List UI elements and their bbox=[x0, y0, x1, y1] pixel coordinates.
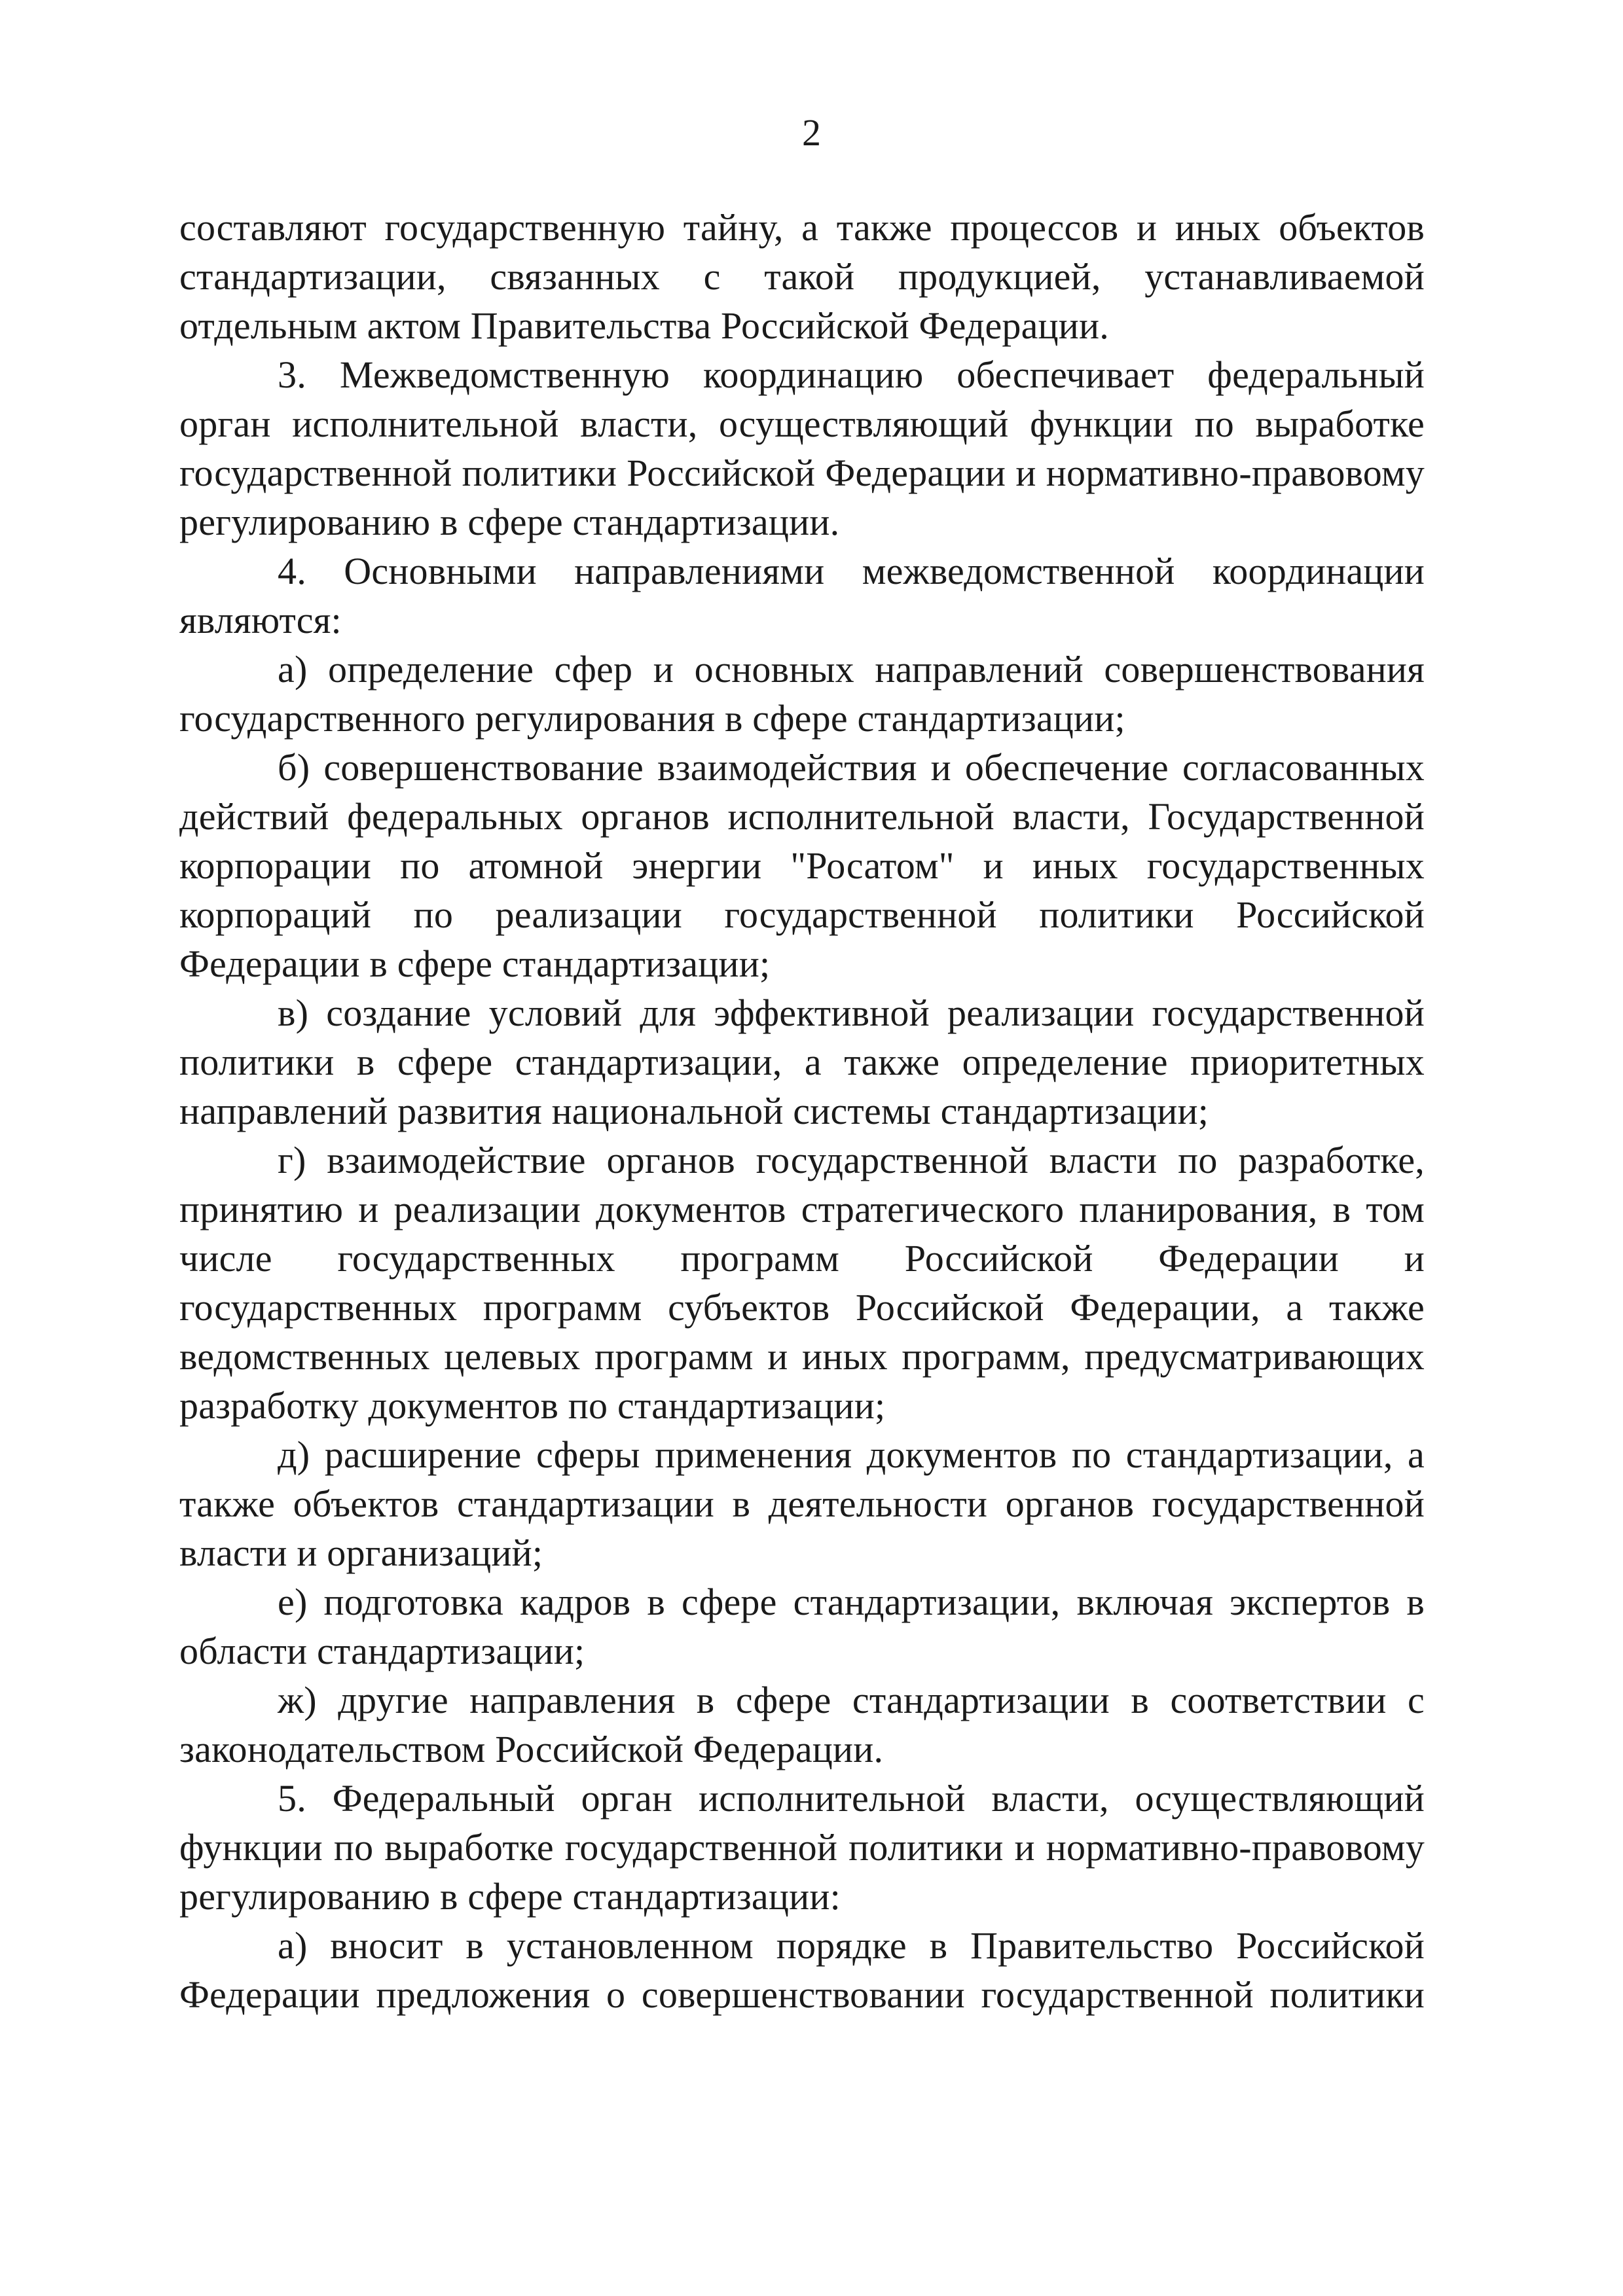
paragraph-subitem-zh: ж) другие направления в сфере стандартизации в соответствии с законодательством Российской Федерации. bbox=[179, 1679, 1425, 1770]
paragraph-subitem-v: в) создание условий для эффективной реализации государственной политики в сфере стандартизации, а также определение приоритетных направлений развития национальной системы стандартизации; bbox=[179, 992, 1425, 1132]
paragraph-item-5: 5. Федеральный орган исполнительной власти, осуществляющий функции по выработке государственной политики и нормативно-правовому регулированию в сфере стандартизации: bbox=[179, 1777, 1425, 1918]
document-body bbox=[179, 203, 1425, 2019]
paragraph-item-4: 4. Основными направлениями межведомственной координации являются: bbox=[179, 550, 1425, 641]
paragraph-subitem-e: е) подготовка кадров в сфере стандартизации, включая экспертов в области стандартизации; bbox=[179, 1581, 1425, 1672]
paragraph-continuation: составляют государственную тайну, а также процессов и иных объектов стандартизации, связанных с такой продукцией, устанавливаемой отдельным актом Правительства Российской Федерации. bbox=[179, 206, 1425, 347]
paragraph-subitem-b: б) совершенствование взаимодействия и обеспечение согласованных действий федеральных органов исполнительной власти, Государственной корпорации по атомной энергии "Росатом" и иных государственных корпораций по реализации государственной политики Российской Федерации в сфере стандартизации; bbox=[179, 746, 1425, 985]
paragraph-subitem-d: д) расширение сферы применения документов по стандартизации, а также объектов стандартизации в деятельности органов государственной власти и организаций; bbox=[179, 1433, 1425, 1574]
paragraph-item-5-subitem-a: а) вносит в установленном порядке в Правительство Российской Федерации предложения о совершенствовании государственной политики bbox=[179, 1924, 1425, 2016]
paragraph-subitem-a: а) определение сфер и основных направлений совершенствования государственного регулирования в сфере стандартизации; bbox=[179, 648, 1425, 740]
page-number: 2 bbox=[802, 111, 821, 154]
paragraph-subitem-g: г) взаимодействие органов государственной власти по разработке, принятию и реализации документов стратегического планирования, в том числе государственных программ Российской Федерации и государственных программ субъектов Российской Федерации, а также ведомственных целевых программ и иных программ, предусматривающих разработку документов по стандартизации; bbox=[179, 1139, 1425, 1427]
paragraph-item-3: 3. Межведомственную координацию обеспечивает федеральный орган исполнительной власти, осуществляющий функции по выработке государственной политики Российской Федерации и нормативно-правовому регулированию в сфере стандартизации. bbox=[179, 353, 1425, 543]
